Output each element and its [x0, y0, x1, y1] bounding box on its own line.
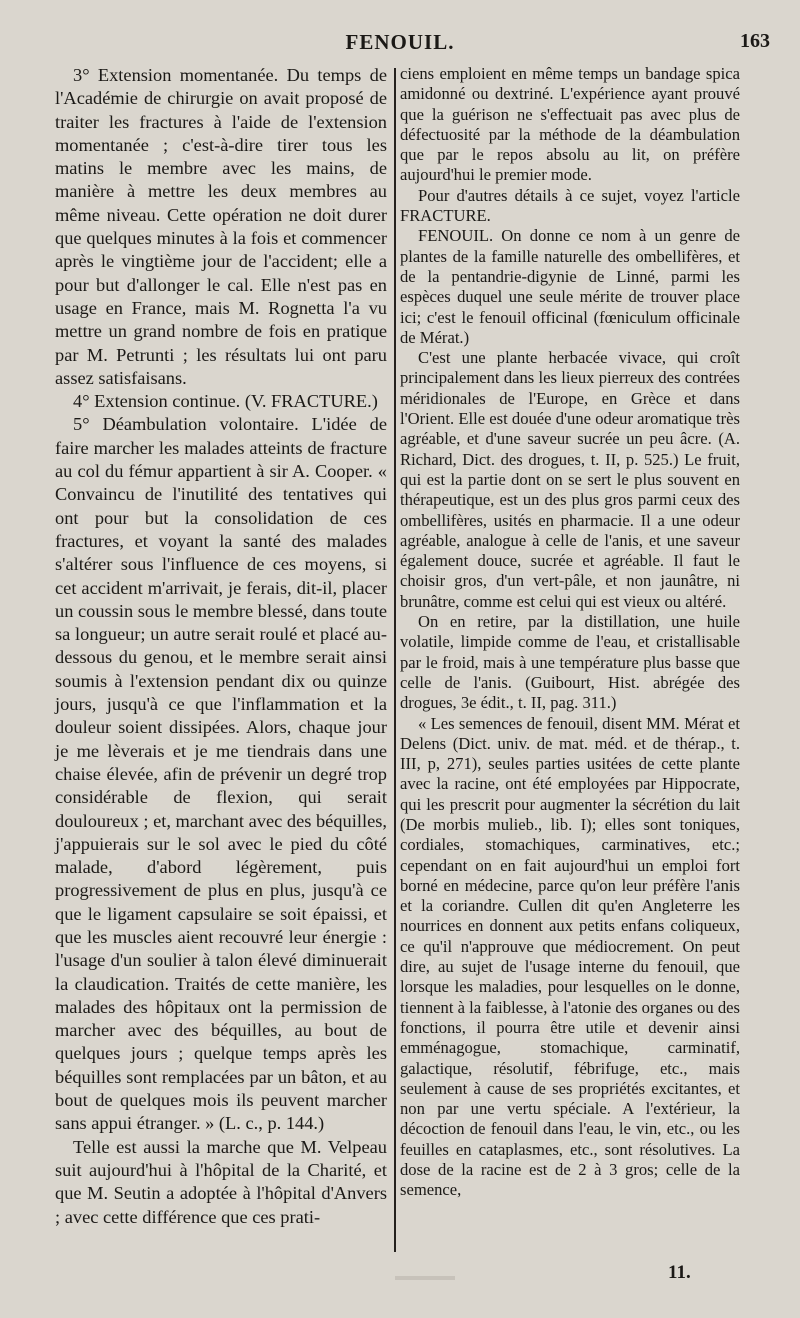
paragraph-see-fracture: Pour d'autres détails à ce sujet, voyez l'article FRACTURE.	[400, 185, 740, 226]
paragraph-extension-continue: 4° Extension continue. (V. FRACTURE.)	[73, 391, 378, 412]
left-column	[55, 64, 387, 1229]
paragraph-deambulation-volontaire: 5° Déambulation volontaire. L'idée de faire marcher les malades atteints de fracture au col du fémur appartient à sir A. Cooper. « Convaincu de l'inutilité des tentatives qui ont pour but la consolidation de ces fractures, et voyant la santé des malades s'altérer sous l'influence de ces moyens, si cet accident m'arrivait, je ferais, dit-il, placer un coussin sous le membre blessé, dans toute sa longueur; un autre serait roulé et placé au-dessous du genou, et le membre serait ainsi soumis à l'extension pendant dix ou quinze jours, jusqu'à ce que l'inflammation et la douleur soient dissipées. Alors, chaque jour je me lèverais et je me tiendrais dans une chaise élevée, afin de prévenir un degré trop considérable de flexion, qui serait douloureux ; et, marchant avec des béquilles, j'appuierais sur le sol avec le pied du côté malade, d'abord légèrement, puis progressivement de plus en plus, jusqu'à ce que le ligament capsulaire se soit épaissi, et que les muscles aient recouvré leur énergie : l'usage d'un soulier à talon élevé diminuerait la claudication. Traités de cette manière, les malades des hôpitaux ont la permission de marcher avec des béquilles, au bout de quelques jours ; quelque temps après les béquilles sont remplacées par un bâton, et au bout de quelques mois ils peuvent marcher sans appui étranger. » (L. c., p. 144.)	[55, 414, 388, 1134]
paragraph-semences: « Les semences de fenouil, disent MM. Mérat et Delens (Dict. univ. de mat. méd. et de thérap., t. III, p, 271), seules parties usitées de cette plante avec la racine, ont été employées par Hippocrate, qui les prescrit pour augmenter la sécrétion du lait (De morbis mulieb., lib. I); elles sont toniques, cordiales, stomachiques, carminatives, etc.; cependant on en fait aujourd'hui un emploi fort borné en médecine, parce qu'on leur préfère l'anis et la coriandre. Cullen dit qu'en Angleterre les nourrices en donnent aux petits enfans coliqueux, ce qu'il n'approuve que médiocrement. On peut dire, au sujet de l'usage interne du fenouil, que lorsque les maladies, pour lesquelles on le donne, tiennent à la faiblesse, à l'atonie des organes ou des fonctions, il pourra être utile et devenir ainsi emménagogue, stomachique, carminatif, galactique, résolutif, fébrifuge, etc., mais seulement à cause de ses propriétés excitantes, et non par une vertu spéciale. A l'extérieur, la décoction de fenouil dans l'eau, le vin, etc., ou les feuilles en cataplasmes, etc., sont résolutives. La dose de la racine est de 2 à 3 gros; celle de la semence,	[400, 713, 740, 1200]
right-column	[400, 64, 740, 1201]
print-smudge	[395, 1276, 455, 1280]
paragraph-continuation: ciens emploient en même temps un bandage spica amidonné ou dextriné. L'expérience ayant prouvé que la guérison ne s'effectuait pas avec plus de défectuosité par la méthode de la déambulation que par le repos absolu au lit, on préfère aujourd'hui le premier mode.	[400, 64, 740, 185]
paragraph-velpeau: Telle est aussi la marche que M. Velpeau suit aujourd'hui à l'hôpital de la Charité, et que M. Seutin a adoptée à l'hôpital d'Anvers ; avec cette différence que ces prati-	[55, 1136, 387, 1227]
page-number: 163	[740, 30, 770, 52]
paragraph-distillation: On en retire, par la distillation, une huile volatile, limpide comme de l'eau, et cristallisable par le froid, mais à une température plus basse que celle de l'anis. (Guibourt, Hist. abrégée des drogues, 3e édit., t. II, pag. 311.)	[400, 612, 740, 713]
paragraph-extension-momentanee: 3° Extension momentanée. Du temps de l'Académie de chirurgie on avait proposé de traiter les fractures à l'aide de l'extension momentanée ; c'est-à-dire tirer tous les matins le membre avec les mains, de manière à mettre les deux membres au même niveau. Cette opération ne doit durer que quelques minutes à la fois et commencer après le vingtième jour de l'accident; elle a pour but d'allonger le cal. Elle n'est pas en usage en France, mais M. Rognetta l'a vu mettre un grand nombre de fois en pratique par M. Petrunti ; les résultats lui ont paru assez satisfaisans.	[55, 65, 387, 388]
signature-mark: 11.	[668, 1262, 691, 1283]
running-title: FENOUIL.	[345, 30, 455, 54]
paragraph-fenouil-definition: FENOUIL. On donne ce nom à un genre de plantes de la famille naturelle des ombellifères, et de la pentandrie-digynie de Linné, parmi les espèces duquel une seule mérite de trouver place ici; c'est le fenouil officinal (fœniculum officinale de Mérat.)	[400, 226, 740, 347]
page-header	[0, 30, 800, 60]
paragraph-plant-description: C'est une plante herbacée vivace, qui croît principalement dans les lieux pierreux des contrées méridionales de l'Europe, en Grèce et dans l'Orient. Elle est douée d'une odeur aromatique très agréable, et d'une saveur sucrée un peu âcre. (A. Richard, Dict. des drogues, t. II, p. 525.) Le fruit, qui est la partie dont on se sert le plus souvent en thérapeutique, est un des plus gros parmi ceux des ombellifères, usités en pharmacie. Il a une odeur agréable, analogue à celle de l'anis, et une saveur également douce, sucrée et agréable. Il faut le choisir gros, d'un vert-pâle, et non jaunâtre, ni brunâtre, comme est celui qui est vieux ou altéré.	[400, 348, 740, 611]
column-divider	[394, 68, 396, 1252]
